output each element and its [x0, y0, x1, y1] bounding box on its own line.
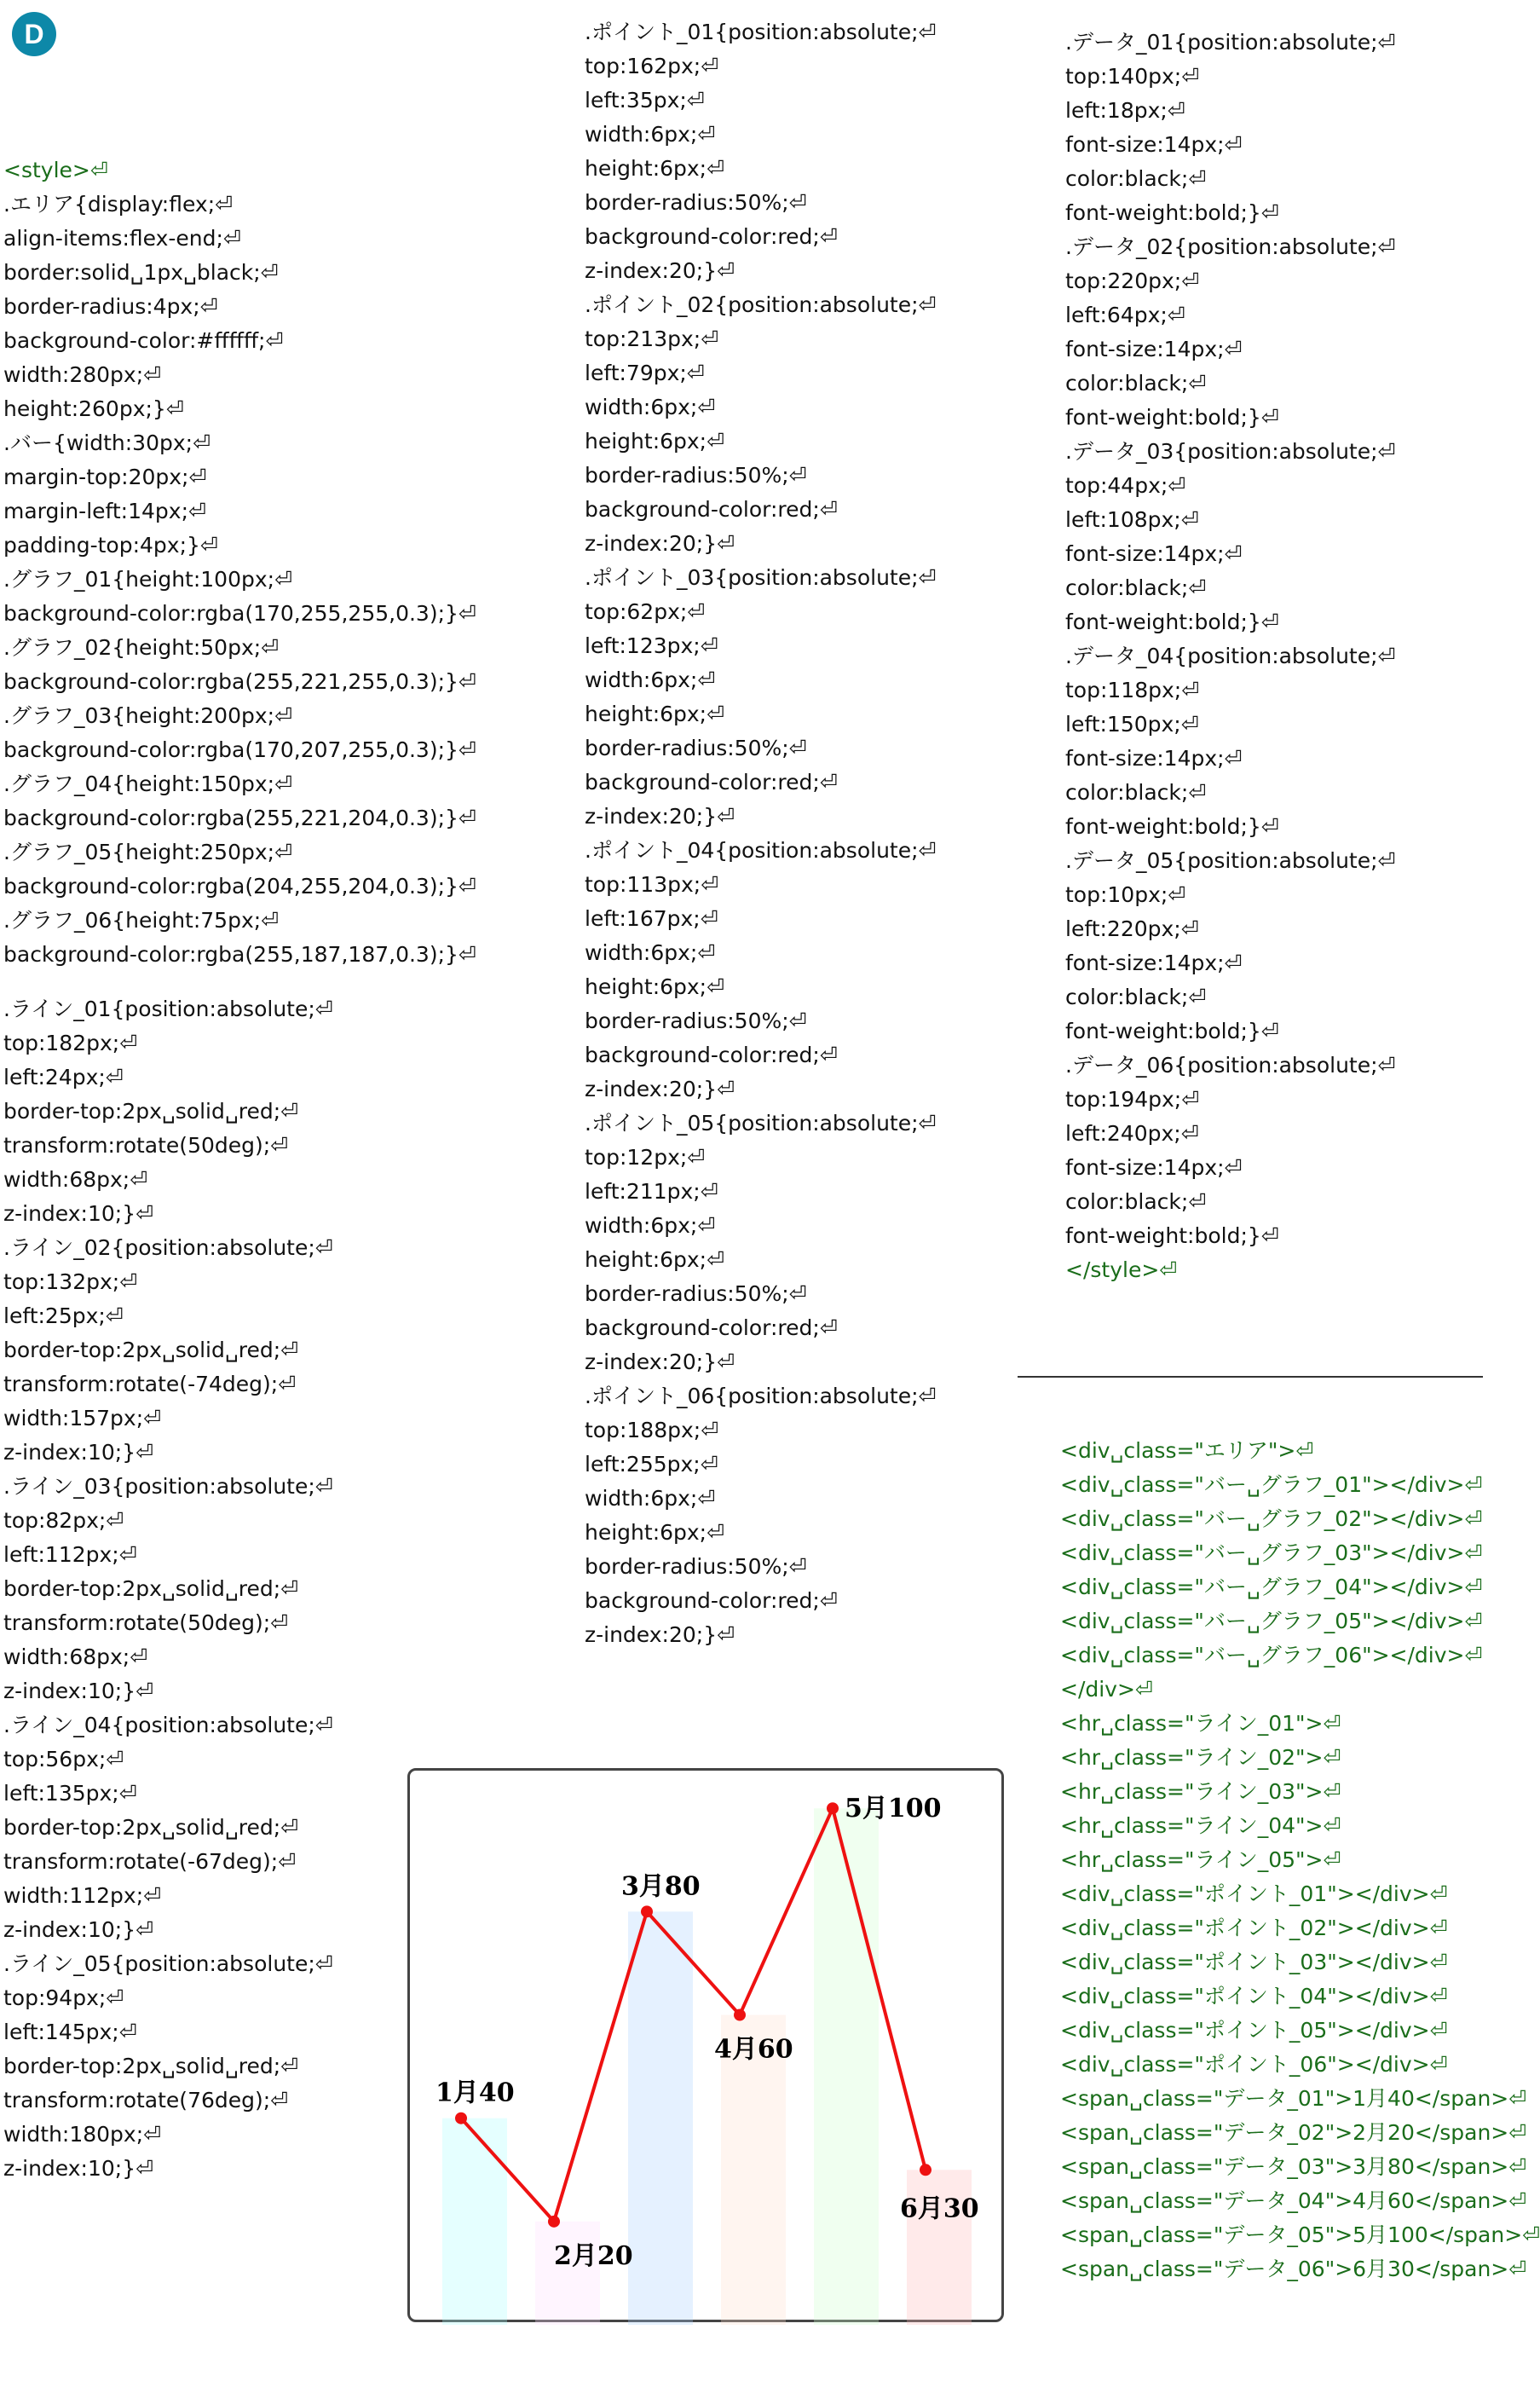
code-line: .ライン_02{position:absolute;⏎	[3, 1235, 333, 1260]
css-code-column-3	[1065, 26, 1395, 1287]
code-line: top:220px;⏎	[1065, 269, 1200, 293]
code-line: color:black;⏎	[1065, 985, 1207, 1009]
code-line: .データ_06{position:absolute;⏎	[1065, 1053, 1396, 1078]
code-line: .ライン_03{position:absolute;⏎	[3, 1474, 333, 1499]
code-line: padding-top:4px;}⏎	[3, 533, 218, 558]
data-labels-group	[435, 1794, 979, 2271]
data-label-4: 4月60	[714, 2034, 793, 2065]
html-code-column	[1060, 1434, 1540, 2286]
code-line: margin-left:14px;⏎	[3, 499, 206, 523]
data-label-3: 3月80	[621, 1871, 701, 1902]
code-line: .ライン_04{position:absolute;⏎	[3, 1713, 333, 1737]
code-line: font-size:14px;⏎	[1065, 132, 1243, 157]
code-line: width:157px;⏎	[3, 1406, 162, 1430]
code-line: top:44px;⏎	[1065, 473, 1186, 498]
section-badge: D	[12, 12, 56, 56]
code-line: <hr␣class="ライン_05">⏎	[1060, 1847, 1341, 1872]
code-line: .グラフ_02{height:50px;⏎	[3, 635, 280, 660]
code-line: transform:rotate(76deg);⏎	[3, 2088, 289, 2112]
code-line: background-color:red;⏎	[585, 1315, 838, 1340]
bars-group	[442, 1808, 972, 2325]
code-line: top:213px;⏎	[585, 327, 719, 351]
code-line: border-top:2px␣solid␣red;⏎	[3, 1576, 299, 1601]
code-line: .グラフ_04{height:150px;⏎	[3, 772, 293, 796]
code-line: font-size:14px;⏎	[1065, 951, 1243, 975]
code-line: </div>⏎	[1060, 1677, 1153, 1702]
code-line: top:132px;⏎	[3, 1269, 138, 1294]
code-line: border-top:2px␣solid␣red;⏎	[3, 2054, 299, 2078]
code-line: <span␣class="データ_05">5月100</span>⏎	[1060, 2222, 1540, 2247]
code-line: border-radius:50%;⏎	[585, 463, 807, 488]
code-line: <div␣class="ポイント_03"></div>⏎	[1060, 1950, 1448, 1974]
code-line: font-weight:bold;}⏎	[1065, 1019, 1279, 1043]
code-line: left:112px;⏎	[3, 1542, 137, 1567]
code-line: top:182px;⏎	[3, 1031, 138, 1055]
code-line: .グラフ_01{height:100px;⏎	[3, 567, 293, 592]
code-line: border-radius:50%;⏎	[585, 1281, 807, 1306]
code-line: z-index:10;}⏎	[3, 1440, 154, 1465]
code-line: z-index:10;}⏎	[3, 1917, 154, 1942]
code-line: left:79px;⏎	[585, 361, 705, 385]
code-line: .グラフ_06{height:75px;⏎	[3, 908, 280, 933]
code-line: font-weight:bold;}⏎	[1065, 200, 1279, 225]
code-line: height:6px;⏎	[585, 974, 725, 999]
code-line: <div␣class="ポイント_05"></div>⏎	[1060, 2018, 1448, 2043]
code-line: top:118px;⏎	[1065, 678, 1200, 702]
code-line: width:180px;⏎	[3, 2122, 162, 2147]
code-line: .ライン_01{position:absolute;⏎	[3, 997, 333, 1021]
code-line: z-index:20;}⏎	[585, 1622, 735, 1647]
code-line: .ポイント_01{position:absolute;⏎	[585, 20, 937, 44]
code-line: left:255px;⏎	[585, 1452, 718, 1477]
code-line: background-color:red;⏎	[585, 224, 838, 249]
code-line: height:6px;⏎	[585, 1520, 725, 1545]
code-line: color:black;⏎	[1065, 780, 1207, 805]
code-line: background-color:red;⏎	[585, 770, 838, 795]
code-line: .グラフ_03{height:200px;⏎	[3, 703, 293, 728]
code-line: background-color:rgba(255,187,187,0.3);}⏎	[3, 942, 476, 967]
code-line: border-top:2px␣solid␣red;⏎	[3, 1815, 299, 1840]
code-line: top:82px;⏎	[3, 1508, 124, 1533]
code-line: </style>⏎	[1065, 1257, 1178, 1282]
bar-5	[814, 1808, 879, 2325]
code-line: height:6px;⏎	[585, 156, 725, 181]
code-line: top:194px;⏎	[1065, 1087, 1200, 1112]
code-line: height:6px;⏎	[585, 702, 725, 726]
code-line: width:6px;⏎	[585, 395, 716, 419]
code-line: align-items:flex-end;⏎	[3, 226, 241, 251]
code-line: z-index:10;}⏎	[3, 1679, 154, 1703]
code-line: <div␣class="ポイント_06"></div>⏎	[1060, 2052, 1448, 2077]
code-line: background-color:rgba(170,255,255,0.3);}⏎	[3, 601, 476, 626]
code-line: width:68px;⏎	[3, 1167, 148, 1192]
section-divider	[1018, 1376, 1483, 1378]
data-point-1	[455, 2112, 467, 2124]
code-line: width:68px;⏎	[3, 1644, 148, 1669]
code-line: <div␣class="バー␣グラフ_04"></div>⏎	[1060, 1575, 1483, 1599]
code-line: border-radius:50%;⏎	[585, 1009, 807, 1033]
code-line: .データ_04{position:absolute;⏎	[1065, 644, 1396, 668]
code-line: background-color:red;⏎	[585, 497, 838, 522]
code-line: <span␣class="データ_02">2月20</span>⏎	[1060, 2120, 1527, 2145]
code-line: top:162px;⏎	[585, 54, 719, 78]
code-line: margin-top:20px;⏎	[3, 465, 207, 489]
code-line: top:113px;⏎	[585, 872, 719, 897]
code-line: <div␣class="バー␣グラフ_05"></div>⏎	[1060, 1609, 1483, 1633]
code-line: left:240px;⏎	[1065, 1121, 1199, 1146]
code-line: font-weight:bold;}⏎	[1065, 405, 1279, 430]
code-line: top:56px;⏎	[3, 1747, 124, 1771]
code-line: <style>⏎	[3, 158, 108, 182]
code-line: border:solid␣1px␣black;⏎	[3, 260, 279, 285]
code-line: font-size:14px;⏎	[1065, 541, 1243, 566]
code-line: width:6px;⏎	[585, 122, 716, 147]
data-label-1: 1月40	[435, 2078, 515, 2108]
code-line: transform:rotate(-67deg);⏎	[3, 1849, 297, 1874]
code-line: left:167px;⏎	[585, 906, 718, 931]
code-line: .ポイント_02{position:absolute;⏎	[585, 292, 937, 317]
code-line: font-weight:bold;}⏎	[1065, 610, 1279, 634]
code-line: <div␣class="ポイント_04"></div>⏎	[1060, 1984, 1448, 2008]
code-line: z-index:20;}⏎	[585, 1077, 735, 1101]
code-line: .エリア{display:flex;⏎	[3, 192, 234, 217]
code-line: <div␣class="バー␣グラフ_06"></div>⏎	[1060, 1643, 1483, 1667]
code-line: font-weight:bold;}⏎	[1065, 1223, 1279, 1248]
code-line: font-size:14px;⏎	[1065, 337, 1243, 361]
code-line: <span␣class="データ_01">1月40</span>⏎	[1060, 2086, 1527, 2111]
blank-line	[3, 972, 476, 992]
code-line: left:24px;⏎	[3, 1065, 124, 1089]
code-line: <span␣class="データ_06">6月30</span>⏎	[1060, 2257, 1527, 2281]
code-line: <div␣class="エリア">⏎	[1060, 1438, 1314, 1463]
code-line: border-radius:4px;⏎	[3, 294, 218, 319]
data-point-4	[734, 2009, 746, 2021]
code-line: left:150px;⏎	[1065, 712, 1199, 737]
code-line: <span␣class="データ_04">4月60</span>⏎	[1060, 2188, 1527, 2213]
code-line: left:123px;⏎	[585, 633, 718, 658]
code-line: left:135px;⏎	[3, 1781, 137, 1806]
code-line: .データ_01{position:absolute;⏎	[1065, 30, 1396, 55]
code-line: <hr␣class="ライン_04">⏎	[1060, 1813, 1341, 1838]
code-line: left:145px;⏎	[3, 2020, 137, 2044]
code-line: top:10px;⏎	[1065, 882, 1186, 907]
code-line: <div␣class="バー␣グラフ_01"></div>⏎	[1060, 1472, 1483, 1497]
code-line: border-radius:50%;⏎	[585, 1554, 807, 1579]
code-line: z-index:20;}⏎	[585, 531, 735, 556]
code-line: color:black;⏎	[1065, 371, 1207, 396]
code-line: background-color:rgba(255,221,255,0.3);}⏎	[3, 669, 476, 694]
code-line: .ポイント_04{position:absolute;⏎	[585, 838, 937, 863]
code-line: width:6px;⏎	[585, 940, 716, 965]
data-label-5: 5月100	[845, 1794, 942, 1824]
code-line: <div␣class="バー␣グラフ_02"></div>⏎	[1060, 1506, 1483, 1531]
code-line: <hr␣class="ライン_01">⏎	[1060, 1711, 1341, 1736]
code-line: .データ_05{position:absolute;⏎	[1065, 848, 1396, 873]
code-line: <div␣class="ポイント_02"></div>⏎	[1060, 1916, 1448, 1940]
chart-preview-area	[407, 1768, 1004, 2322]
code-line: font-weight:bold;}⏎	[1065, 814, 1279, 839]
code-line: top:12px;⏎	[585, 1145, 706, 1170]
code-line: width:6px;⏎	[585, 1213, 716, 1238]
code-line: z-index:10;}⏎	[3, 2156, 154, 2181]
code-line: border-radius:50%;⏎	[585, 736, 807, 760]
code-line: border-top:2px␣solid␣red;⏎	[3, 1099, 299, 1124]
code-line: <div␣class="ポイント_01"></div>⏎	[1060, 1881, 1448, 1906]
code-line: .バー{width:30px;⏎	[3, 431, 211, 455]
bar-1	[442, 2118, 507, 2325]
code-line: top:62px;⏎	[585, 599, 706, 624]
bar-line-chart	[410, 1771, 1006, 2325]
code-line: .ライン_05{position:absolute;⏎	[3, 1951, 333, 1976]
code-line: <hr␣class="ライン_02">⏎	[1060, 1745, 1341, 1770]
code-line: width:112px;⏎	[3, 1883, 162, 1908]
code-line: .グラフ_05{height:250px;⏎	[3, 840, 293, 864]
code-line: left:35px;⏎	[585, 88, 705, 113]
code-line: width:6px;⏎	[585, 668, 716, 692]
code-line: z-index:10;}⏎	[3, 1201, 154, 1226]
code-line: .ポイント_06{position:absolute;⏎	[585, 1384, 937, 1408]
code-line: height:260px;}⏎	[3, 396, 184, 421]
code-line: .データ_03{position:absolute;⏎	[1065, 439, 1396, 464]
code-line: background-color:rgba(255,221,204,0.3);}⏎	[3, 806, 476, 830]
code-line: background-color:rgba(204,255,204,0.3);}⏎	[3, 874, 476, 899]
code-line: z-index:20;}⏎	[585, 804, 735, 829]
code-line: <div␣class="バー␣グラフ_03"></div>⏎	[1060, 1540, 1483, 1565]
code-line: .データ_02{position:absolute;⏎	[1065, 234, 1396, 259]
data-label-2: 2月20	[554, 2240, 633, 2271]
code-line: left:220px;⏎	[1065, 916, 1199, 941]
code-line: left:211px;⏎	[585, 1179, 718, 1204]
code-line: transform:rotate(-74deg);⏎	[3, 1372, 297, 1396]
data-point-2	[548, 2216, 560, 2228]
data-label-6: 6月30	[900, 2193, 979, 2224]
code-line: .ポイント_05{position:absolute;⏎	[585, 1111, 937, 1136]
code-line: <hr␣class="ライン_03">⏎	[1060, 1779, 1341, 1804]
code-line: transform:rotate(50deg);⏎	[3, 1610, 289, 1635]
code-line: font-size:14px;⏎	[1065, 1155, 1243, 1180]
code-line: top:94px;⏎	[3, 1985, 124, 2010]
code-line: color:black;⏎	[1065, 166, 1207, 191]
code-line: left:25px;⏎	[3, 1303, 124, 1328]
code-line: border-top:2px␣solid␣red;⏎	[3, 1338, 299, 1362]
code-line: width:6px;⏎	[585, 1486, 716, 1511]
data-point-5	[827, 1802, 839, 1814]
code-line: width:280px;⏎	[3, 362, 162, 387]
css-code-column-2	[585, 15, 936, 1652]
code-line: <span␣class="データ_03">3月80</span>⏎	[1060, 2154, 1527, 2179]
code-line: color:black;⏎	[1065, 1189, 1207, 1214]
code-line: background-color:#ffffff;⏎	[3, 328, 284, 353]
code-line: border-radius:50%;⏎	[585, 190, 807, 215]
data-point-3	[641, 1905, 653, 1917]
code-line: top:188px;⏎	[585, 1418, 719, 1442]
code-line: background-color:red;⏎	[585, 1043, 838, 1067]
code-line: left:64px;⏎	[1065, 303, 1185, 327]
code-line: height:6px;⏎	[585, 1247, 725, 1272]
code-line: z-index:20;}⏎	[585, 1350, 735, 1374]
code-line: transform:rotate(50deg);⏎	[3, 1133, 289, 1158]
code-line: font-size:14px;⏎	[1065, 746, 1243, 771]
code-line: background-color:red;⏎	[585, 1588, 838, 1613]
code-line: background-color:rgba(170,207,255,0.3);}⏎	[3, 737, 476, 762]
code-line: height:6px;⏎	[585, 429, 725, 454]
code-line: left:18px;⏎	[1065, 98, 1185, 123]
code-line: z-index:20;}⏎	[585, 258, 735, 283]
code-line: color:black;⏎	[1065, 575, 1207, 600]
code-line: .ポイント_03{position:absolute;⏎	[585, 565, 937, 590]
code-line: left:108px;⏎	[1065, 507, 1199, 532]
data-point-6	[920, 2164, 931, 2176]
bar-2	[535, 2222, 600, 2325]
code-line: top:140px;⏎	[1065, 64, 1200, 89]
bar-3	[628, 1911, 693, 2325]
css-code-column-1	[3, 153, 476, 2186]
